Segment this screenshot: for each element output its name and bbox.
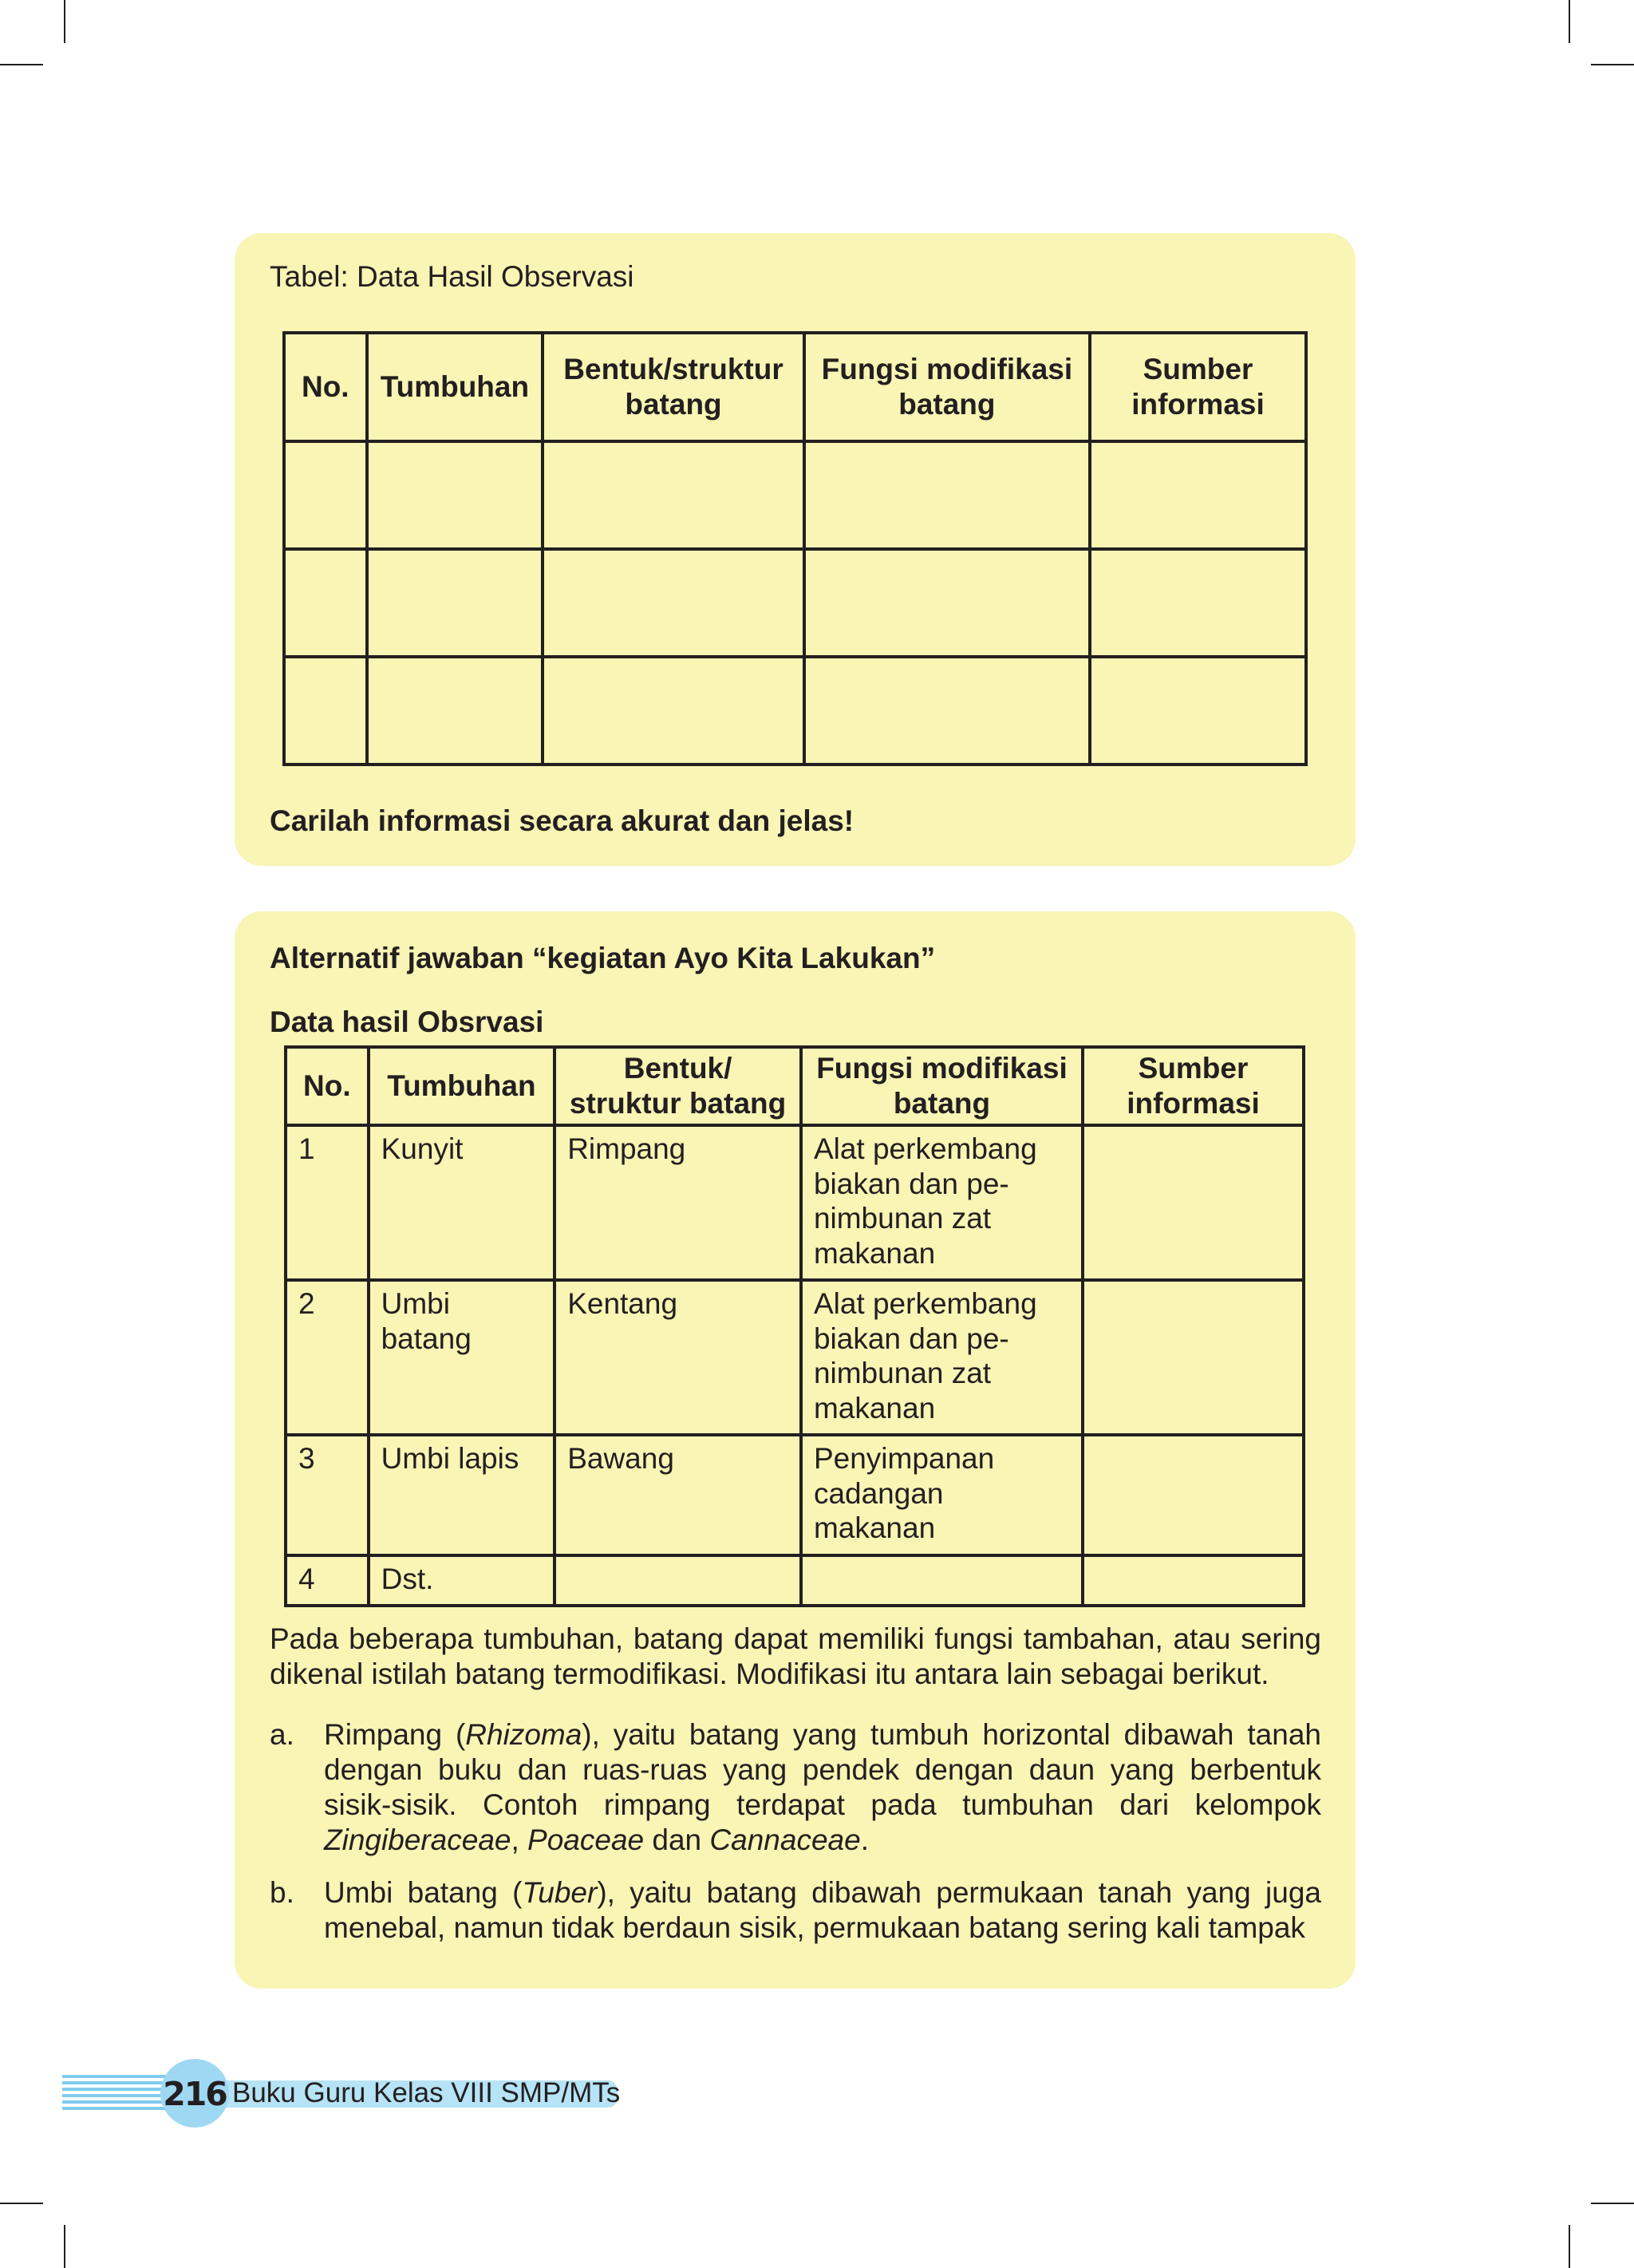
empty-cell	[367, 441, 543, 549]
cell-fungsi: Alat perkembang biakan dan pe- nimbunan zat makanan	[801, 1125, 1083, 1280]
cell-fungsi: Alat perkembang biakan dan pe- nimbunan zat makanan	[801, 1280, 1083, 1435]
empty-cell	[543, 657, 804, 765]
empty-cell	[284, 441, 367, 549]
empty-cell	[804, 549, 1090, 657]
answer-title: Alternatif jawaban “kegiatan Ayo Kita Lakukan”	[270, 942, 936, 974]
crop-mark	[1591, 64, 1634, 65]
empty-cell	[543, 549, 804, 657]
list-text: Umbi batang (Tuber), yaitu batang dibawah permukaan tanah yang juga menebal, namun tidak berdaun sisik, permukaan batang sering kali tampak	[324, 1876, 1321, 1944]
cell-sumber	[1083, 1280, 1304, 1435]
cell-no: 2	[286, 1280, 369, 1435]
cell-bentuk: Kentang	[555, 1280, 801, 1435]
table-caption: Tabel: Data Hasil Observasi	[270, 260, 634, 293]
empty-cell	[1090, 441, 1306, 549]
empty-cell	[284, 549, 367, 657]
list-text: Rimpang (Rhizoma), yaitu batang yang tumbuh horizontal dibawah tanah dengan buku dan ruas-ruas yang pendek dengan daun yang berbentuk sisik-sisik. Contoh rimpang terdapat pada tumbuhan dari kelompok Zingiberaceae, Poaceae dan Cannaceae.	[324, 1718, 1321, 1856]
table-header-row	[286, 1047, 1304, 1125]
header-tumbuhan: Tumbuhan	[367, 333, 543, 441]
list-label: a.	[270, 1718, 294, 1751]
crop-mark	[1591, 2203, 1634, 2204]
cell-sumber	[1083, 1435, 1304, 1555]
instruction-note: Carilah informasi secara akurat dan jelas!	[270, 804, 854, 837]
header-sumber: Sumber informasi	[1083, 1047, 1304, 1125]
page-number: 216	[163, 2075, 227, 2113]
cell-tumbuhan: Umbi batang	[369, 1280, 555, 1435]
crop-mark	[64, 2225, 65, 2268]
table-header-row	[284, 333, 1306, 441]
header-no: No.	[286, 1047, 369, 1125]
header-tumbuhan: Tumbuhan	[369, 1047, 555, 1125]
table-row	[286, 1555, 1304, 1606]
table-row	[286, 1280, 1304, 1435]
header-no: No.	[284, 333, 367, 441]
header-fungsi: Fungsi modifikasi batang	[804, 333, 1090, 441]
cell-no: 1	[286, 1125, 369, 1280]
header-fungsi: Fungsi modifikasi batang	[801, 1047, 1083, 1125]
header-sumber: Sumber informasi	[1090, 333, 1306, 441]
crop-mark	[0, 64, 43, 65]
empty-cell	[1090, 549, 1306, 657]
list-label: b.	[270, 1876, 294, 1909]
table-row	[286, 1435, 1304, 1555]
crop-mark	[64, 0, 65, 43]
empty-cell	[804, 657, 1090, 765]
observation-table-box	[235, 233, 1356, 866]
answer-table	[284, 1045, 1305, 1607]
empty-cell	[543, 441, 804, 549]
cell-sumber	[1083, 1125, 1304, 1280]
cell-no: 4	[286, 1555, 369, 1606]
cell-bentuk: Rimpang	[555, 1125, 801, 1280]
crop-mark	[0, 2203, 43, 2204]
empty-cell	[1090, 657, 1306, 765]
book-title: Buku Guru Kelas VIII SMP/MTs	[232, 2077, 621, 2108]
cell-bentuk	[555, 1555, 801, 1606]
cell-tumbuhan: Dst.	[369, 1555, 555, 1606]
cell-tumbuhan: Umbi lapis	[369, 1435, 555, 1555]
list-item-b	[270, 1875, 1321, 1946]
empty-cell	[367, 549, 543, 657]
empty-cell	[367, 657, 543, 765]
observation-table	[282, 331, 1308, 766]
table-row	[286, 1125, 1304, 1280]
intro-paragraph: Pada beberapa tumbuhan, batang dapat memiliki fungsi tambahan, atau sering dikenal istilah batang termodifikasi. Modifikasi itu antara lain sebagai berikut.	[270, 1622, 1321, 1690]
crop-mark	[1569, 2225, 1570, 2268]
crop-mark	[1569, 0, 1570, 43]
cell-fungsi: Penyimpanan cadangan makanan	[801, 1435, 1083, 1555]
cell-no: 3	[286, 1435, 369, 1555]
footer-stripes	[62, 2075, 168, 2113]
table-row	[284, 549, 1306, 657]
cell-bentuk: Bawang	[555, 1435, 801, 1555]
cell-tumbuhan: Kunyit	[369, 1125, 555, 1280]
header-bentuk: Bentuk/ struktur batang	[555, 1047, 801, 1125]
empty-cell	[284, 657, 367, 765]
header-bentuk: Bentuk/struktur batang	[543, 333, 804, 441]
table-row	[284, 657, 1306, 765]
cell-sumber	[1083, 1555, 1304, 1606]
table-row	[284, 441, 1306, 549]
list-item-a	[270, 1717, 1321, 1858]
empty-cell	[804, 441, 1090, 549]
answer-subtitle: Data hasil Obsrvasi	[270, 1006, 544, 1038]
cell-fungsi	[801, 1555, 1083, 1606]
answer-box	[235, 911, 1356, 1989]
